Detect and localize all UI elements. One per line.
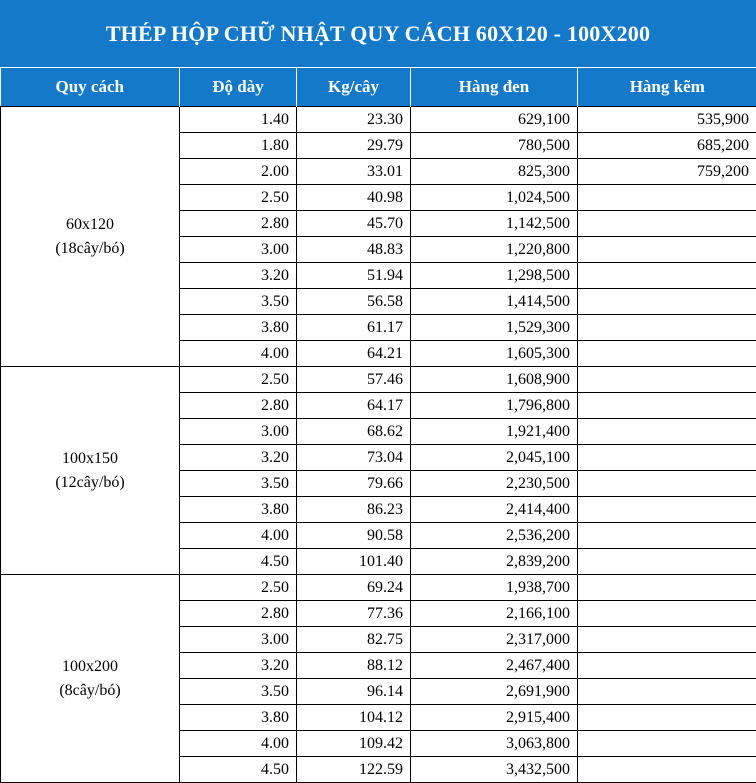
weight-cell: 45.70 [297,211,411,237]
galvanized-price-cell: 759,200 [578,159,756,185]
galvanized-price-cell [578,185,756,211]
galvanized-price-cell [578,523,756,549]
spec-bundle: (8cây/bó) [1,679,179,703]
galvanized-price-cell [578,315,756,341]
weight-cell: 48.83 [297,237,411,263]
galvanized-price-cell [578,549,756,575]
weight-cell: 101.40 [297,549,411,575]
spec-cell [1,107,180,367]
black-price-cell: 1,796,800 [411,393,578,419]
thickness-cell: 1.80 [180,133,297,159]
black-price-cell: 825,300 [411,159,578,185]
black-price-cell: 2,045,100 [411,445,578,471]
header-weight: Kg/cây [297,68,411,107]
thickness-cell: 2.80 [180,211,297,237]
weight-cell: 51.94 [297,263,411,289]
galvanized-price-cell: 535,900 [578,107,756,133]
thickness-cell: 3.20 [180,445,297,471]
table-header [1,68,756,107]
black-price-cell: 1,220,800 [411,237,578,263]
thickness-cell: 2.50 [180,185,297,211]
thickness-cell: 2.80 [180,393,297,419]
black-price-cell: 2,915,400 [411,705,578,731]
weight-cell: 64.21 [297,341,411,367]
galvanized-price-cell [578,445,756,471]
weight-cell: 82.75 [297,627,411,653]
weight-cell: 68.62 [297,419,411,445]
weight-cell: 79.66 [297,471,411,497]
galvanized-price-cell [578,757,756,783]
galvanized-price-cell: 685,200 [578,133,756,159]
spec-cell [1,575,180,783]
thickness-cell: 2.50 [180,367,297,393]
weight-cell: 73.04 [297,445,411,471]
black-price-cell: 1,921,400 [411,419,578,445]
thickness-cell: 3.50 [180,679,297,705]
weight-cell: 122.59 [297,757,411,783]
thickness-cell: 2.00 [180,159,297,185]
header-spec: Quy cách [1,68,180,107]
weight-cell: 90.58 [297,523,411,549]
galvanized-price-cell [578,705,756,731]
table-row [1,107,756,133]
thickness-cell: 3.00 [180,419,297,445]
table-row [1,575,756,601]
weight-cell: 86.23 [297,497,411,523]
black-price-cell: 1,024,500 [411,185,578,211]
galvanized-price-cell [578,367,756,393]
galvanized-price-cell [578,289,756,315]
black-price-cell: 2,414,400 [411,497,578,523]
table-row [1,367,756,393]
weight-cell: 77.36 [297,601,411,627]
weight-cell: 64.17 [297,393,411,419]
black-price-cell: 2,839,200 [411,549,578,575]
header-galvanized-price: Hàng kẽm [578,68,756,107]
galvanized-price-cell [578,627,756,653]
black-price-cell: 1,529,300 [411,315,578,341]
black-price-cell: 629,100 [411,107,578,133]
black-price-cell: 3,063,800 [411,731,578,757]
thickness-cell: 3.50 [180,289,297,315]
black-price-cell: 1,605,300 [411,341,578,367]
weight-cell: 40.98 [297,185,411,211]
header-black-price: Hàng đen [411,68,578,107]
thickness-cell: 3.20 [180,653,297,679]
black-price-cell: 2,691,900 [411,679,578,705]
black-price-cell: 1,608,900 [411,367,578,393]
black-price-cell: 2,536,200 [411,523,578,549]
galvanized-price-cell [578,653,756,679]
thickness-cell: 3.20 [180,263,297,289]
spec-bundle: (18cây/bó) [1,237,179,261]
black-price-cell: 3,432,500 [411,757,578,783]
galvanized-price-cell [578,471,756,497]
galvanized-price-cell [578,211,756,237]
black-price-cell: 2,467,400 [411,653,578,679]
weight-cell: 57.46 [297,367,411,393]
weight-cell: 69.24 [297,575,411,601]
thickness-cell: 2.80 [180,601,297,627]
weight-cell: 104.12 [297,705,411,731]
weight-cell: 109.42 [297,731,411,757]
weight-cell: 96.14 [297,679,411,705]
thickness-cell: 3.00 [180,237,297,263]
thickness-cell: 3.00 [180,627,297,653]
black-price-cell: 1,414,500 [411,289,578,315]
black-price-cell: 1,938,700 [411,575,578,601]
galvanized-price-cell [578,575,756,601]
black-price-cell: 2,230,500 [411,471,578,497]
galvanized-price-cell [578,341,756,367]
weight-cell: 56.58 [297,289,411,315]
black-price-cell: 1,142,500 [411,211,578,237]
galvanized-price-cell [578,237,756,263]
weight-cell: 33.01 [297,159,411,185]
black-price-cell: 780,500 [411,133,578,159]
thickness-cell: 3.80 [180,705,297,731]
thickness-cell: 3.80 [180,315,297,341]
table-title: THÉP HỘP CHỮ NHẬT QUY CÁCH 60X120 - 100X200 [0,0,756,68]
black-price-cell: 1,298,500 [411,263,578,289]
weight-cell: 29.79 [297,133,411,159]
black-price-cell: 2,317,000 [411,627,578,653]
thickness-cell: 4.00 [180,341,297,367]
galvanized-price-cell [578,731,756,757]
thickness-cell: 3.50 [180,471,297,497]
galvanized-price-cell [578,601,756,627]
price-table [0,68,756,783]
thickness-cell: 2.50 [180,575,297,601]
galvanized-price-cell [578,263,756,289]
thickness-cell: 1.40 [180,107,297,133]
weight-cell: 88.12 [297,653,411,679]
header-thickness: Độ dày [180,68,297,107]
thickness-cell: 3.80 [180,497,297,523]
black-price-cell: 2,166,100 [411,601,578,627]
thickness-cell: 4.50 [180,549,297,575]
spec-cell [1,367,180,575]
thickness-cell: 4.00 [180,731,297,757]
table-body [1,107,756,783]
galvanized-price-cell [578,497,756,523]
galvanized-price-cell [578,679,756,705]
spec-size: 60x120 [1,213,179,237]
galvanized-price-cell [578,419,756,445]
thickness-cell: 4.00 [180,523,297,549]
weight-cell: 23.30 [297,107,411,133]
weight-cell: 61.17 [297,315,411,341]
thickness-cell: 4.50 [180,757,297,783]
spec-size: 100x150 [1,447,179,471]
spec-size: 100x200 [1,655,179,679]
spec-bundle: (12cây/bó) [1,471,179,495]
galvanized-price-cell [578,393,756,419]
